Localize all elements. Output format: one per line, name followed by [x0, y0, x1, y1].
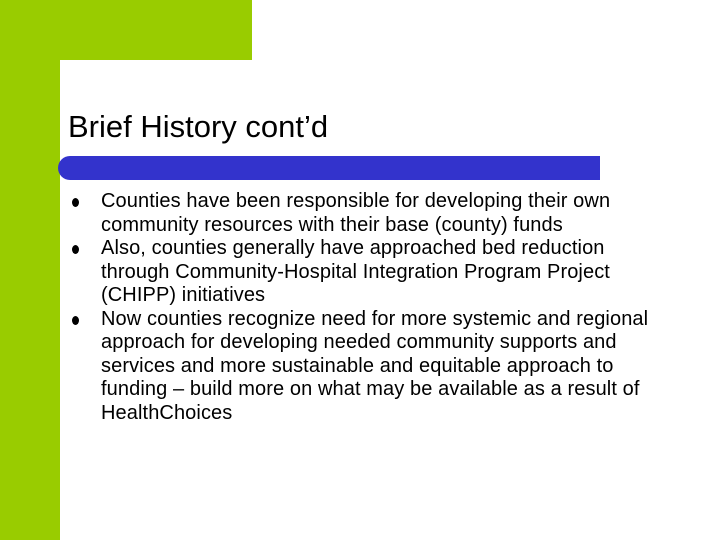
bullet-list — [68, 190, 668, 425]
bullet-dot-icon — [72, 245, 79, 254]
bullet-text: Counties have been responsible for developing their own community resources with their base (county) funds — [101, 190, 611, 236]
green-accent-top-bar — [0, 0, 252, 60]
green-accent-left-bar — [0, 0, 60, 540]
bullet-text: Also, counties generally have approached bed reduction through Community-Hospital Integration Program Project (CHIPP) initiatives — [101, 237, 610, 306]
bullet-item — [68, 237, 668, 308]
slide-title: Brief History cont’d — [68, 109, 329, 144]
bullet-item — [68, 308, 668, 426]
bullet-text: Now counties recognize need for more systemic and regional approach for developing needed community supports and services and more sustainable and equitable approach to funding – build more on what may be available as a result of HealthChoices — [101, 307, 649, 424]
bullet-dot-icon — [72, 316, 79, 325]
title-underline-bar — [58, 156, 600, 180]
bullet-item — [68, 190, 668, 237]
bullet-dot-icon — [72, 198, 79, 207]
